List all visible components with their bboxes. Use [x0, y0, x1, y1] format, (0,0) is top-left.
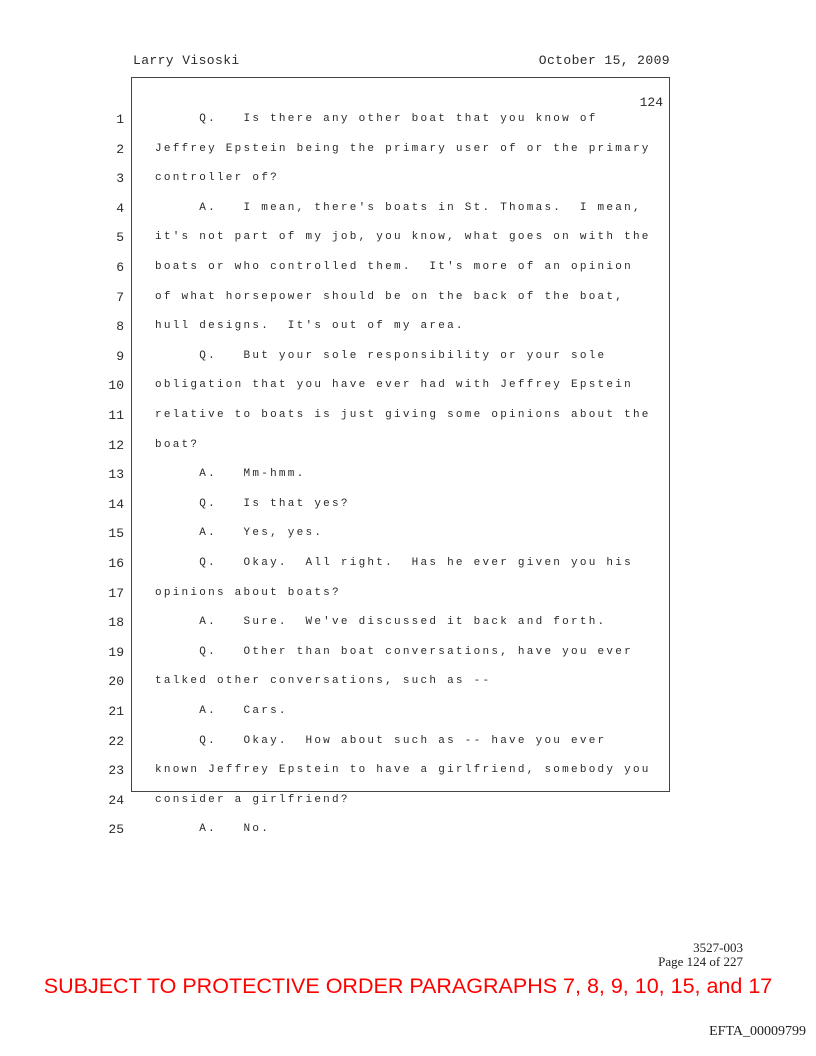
line-number: 1 [116, 112, 124, 127]
line-text: Q. But your sole responsibility or your sole [155, 349, 607, 362]
line-text: opinions about boats? [155, 586, 341, 599]
line-number: 3 [116, 171, 124, 187]
line-text: A. No. [155, 823, 271, 836]
line-number: 13 [108, 467, 124, 483]
line-number: 8 [116, 319, 124, 335]
line-number: 22 [108, 733, 124, 749]
transcript-line [0, 408, 816, 438]
line-number: 15 [108, 526, 124, 542]
line-number: 7 [116, 289, 124, 305]
line-text: A. Sure. We've discussed it back and forth. [155, 616, 607, 629]
transcript-line [0, 171, 816, 201]
transcript-line [0, 201, 816, 231]
transcript-line [0, 142, 816, 172]
line-text: controller of? [155, 172, 279, 185]
case-reference: 3527-003 [693, 940, 743, 955]
transcript-line [0, 734, 816, 764]
transcript-page-number: 124 [639, 95, 663, 110]
line-text: of what horsepower should be on the back of the boat, [155, 290, 625, 303]
line-number: 14 [108, 496, 124, 512]
witness-name: Larry Visoski [133, 53, 240, 68]
line-number: 20 [108, 674, 124, 690]
line-text: Q. Okay. How about such as -- have you ever [155, 734, 607, 747]
line-text: A. Mm-hmm. [155, 468, 306, 481]
transcript-line [0, 349, 816, 379]
transcript-line [0, 704, 816, 734]
line-number: 16 [108, 556, 124, 571]
transcript-line [0, 497, 816, 527]
line-number: 24 [108, 792, 124, 808]
transcript-line [0, 615, 816, 645]
transcript-line [0, 290, 816, 320]
line-text: Jeffrey Epstein being the primary user of or the primary [155, 142, 651, 155]
line-text: boat? [155, 438, 200, 451]
transcript-line [0, 438, 816, 468]
bates-number: EFTA_00009799 [709, 1024, 806, 1039]
transcript-line [0, 645, 816, 675]
line-number: 17 [108, 585, 124, 601]
transcript-line [0, 467, 816, 497]
transcript-line [0, 763, 816, 793]
line-text: A. Cars. [155, 705, 288, 717]
line-number: 9 [116, 348, 124, 364]
line-text: Q. Okay. All right. Has he ever given you his [155, 557, 633, 569]
transcript-line [0, 260, 816, 290]
transcript-line [0, 526, 816, 556]
transcript-line [0, 112, 816, 142]
line-number: 6 [116, 260, 124, 275]
transcript-line [0, 230, 816, 260]
line-number: 5 [116, 230, 124, 246]
line-number: 25 [108, 822, 124, 838]
line-text: boats or who controlled them. It's more of an opinion [155, 261, 633, 273]
line-number: 19 [108, 644, 124, 660]
protective-order-notice: SUBJECT TO PROTECTIVE ORDER PARAGRAPHS 7, 8, 9, 10, 15, and 17 [43, 974, 773, 998]
line-text: known Jeffrey Epstein to have a girlfriend, somebody you [155, 764, 651, 777]
line-number: 11 [108, 408, 124, 423]
page-reference [658, 941, 743, 969]
line-text: Q. Other than boat conversations, have you ever [155, 645, 633, 658]
line-text: it's not part of my job, you know, what goes on with the [155, 231, 651, 244]
transcript-line [0, 674, 816, 704]
line-text: Q. Is that yes? [155, 497, 350, 510]
line-number: 21 [108, 704, 124, 719]
page-of-total: Page 124 of 227 [658, 954, 743, 969]
line-text: A. Yes, yes. [155, 527, 324, 540]
line-number: 23 [108, 763, 124, 779]
transcript-line [0, 586, 816, 616]
line-number: 18 [108, 615, 124, 631]
transcript-line [0, 378, 816, 408]
deposition-date: October 15, 2009 [538, 53, 670, 68]
line-number: 12 [108, 437, 124, 453]
line-text: hull designs. It's out of my area. [155, 320, 465, 333]
line-text: obligation that you have ever had with Jeffrey Epstein [155, 379, 633, 392]
transcript-line [0, 319, 816, 349]
transcript-line [0, 793, 816, 823]
line-text: Q. Is there any other boat that you know of [155, 113, 598, 125]
line-text: A. I mean, there's boats in St. Thomas. I mean, [155, 201, 642, 214]
line-number: 2 [116, 141, 124, 157]
transcript-line [0, 822, 816, 852]
transcript-line [0, 556, 816, 586]
line-number: 4 [116, 200, 124, 216]
line-text: consider a girlfriend? [155, 793, 350, 806]
line-text: talked other conversations, such as -- [155, 675, 492, 688]
line-number: 10 [108, 378, 124, 394]
line-text: relative to boats is just giving some opinions about the [155, 409, 651, 421]
